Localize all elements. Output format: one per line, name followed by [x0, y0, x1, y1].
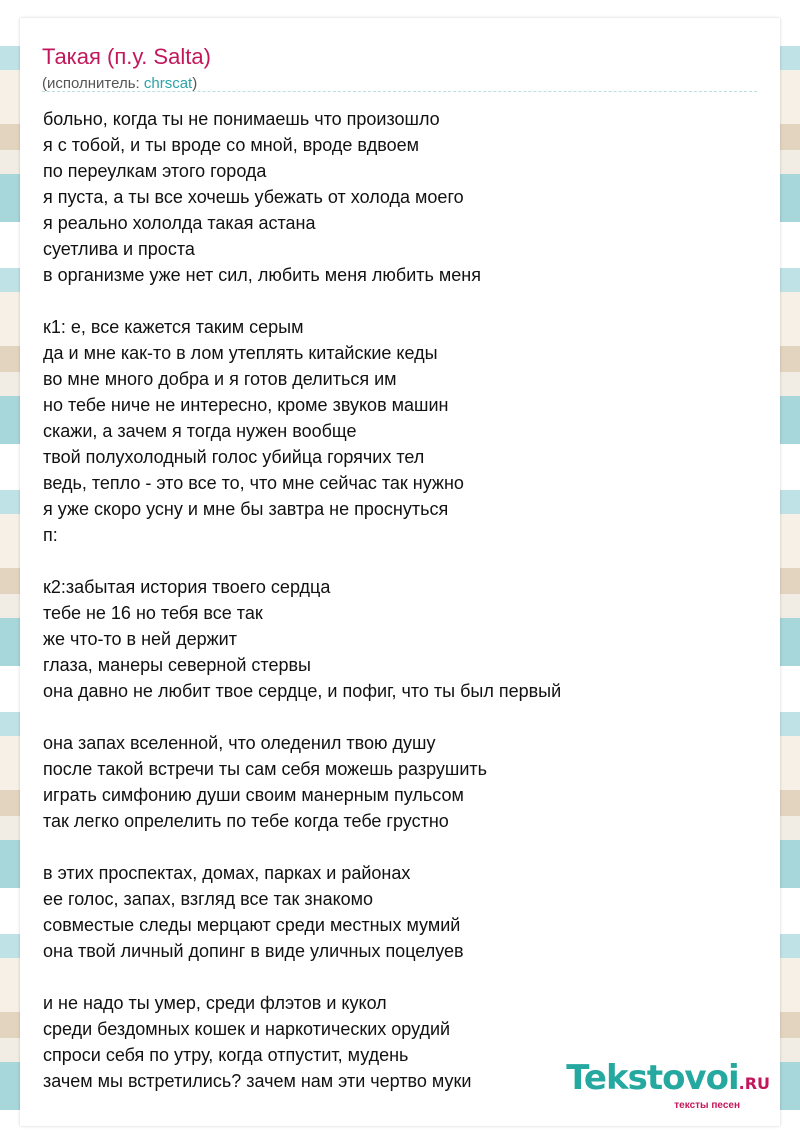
lyric-line: так легко опрелелить по тебе когда тебе грустно [43, 811, 449, 831]
lyric-line: зачем мы встретились? зачем нам эти чертво муки [43, 1071, 472, 1091]
lyric-line: ведь, тепло - это все то, что мне сейчас так нужно [43, 473, 464, 493]
stanza-gap [43, 704, 743, 730]
stanza-gap [43, 548, 743, 574]
lyric-line: она твой личный допинг в виде уличных поцелуев [43, 941, 464, 961]
lyric-line: я с тобой, и ты вроде со мной, вроде вдвоем [43, 135, 420, 155]
lyric-line: к1: е, все кажется таким серым [43, 317, 304, 337]
lyric-line: она давно не любит твое сердце, и пофиг, что ты был первый [43, 681, 562, 701]
artist-link[interactable]: chrscat [143, 75, 193, 92]
lyric-line: глаза, манеры северной стервы [43, 655, 311, 675]
lyric-line: в этих проспектах, домах, парках и районах [43, 863, 411, 883]
lyric-line: я пуста, а ты все хочешь убежать от холода моего [43, 187, 464, 207]
artist-suffix: ) [192, 75, 198, 92]
lyric-line: я уже скоро усну и мне бы завтра не проснуться [43, 499, 449, 519]
lyrics-body [43, 106, 743, 1094]
lyric-line: но тебе ниче не интересно, кроме звуков машин [43, 395, 449, 415]
lyric-line: твой полухолодный голос убийца горячих тел [43, 447, 425, 467]
lyric-line: среди бездомных кошек и наркотических орудий [43, 1019, 451, 1039]
stanza-gap [43, 288, 743, 314]
stanza-gap [43, 834, 743, 860]
header-divider [42, 91, 757, 92]
logo-subtitle: тексты песен [674, 1100, 740, 1111]
logo-domain: .RU [738, 1074, 770, 1093]
lyric-line: скажи, а зачем я тогда нужен вообще [43, 421, 357, 441]
logo-wordmark: Tekstovoi [566, 1058, 739, 1098]
lyric-line: она запах вселенной, что оледенил твою душу [43, 733, 436, 753]
lyric-line: во мне много добра и я готов делиться им [43, 369, 397, 389]
lyric-line: больно, когда ты не понимаешь что произошло [43, 109, 440, 129]
lyric-line: в организме уже нет сил, любить меня любить меня [43, 265, 481, 285]
lyric-line: к2:забытая история твоего сердца [43, 577, 331, 597]
lyric-line: и не надо ты умер, среди флэтов и кукол [43, 993, 387, 1013]
song-title: Такая (п.у. Salta) [42, 44, 211, 69]
lyric-line: суетлива и проста [43, 239, 195, 259]
lyric-line: ее голос, запах, взгляд все так знакомо [43, 889, 374, 909]
lyric-line: после такой встречи ты сам себя можешь разрушить [43, 759, 488, 779]
lyric-line: да и мне как-то в лом утеплять китайские кеды [43, 343, 438, 363]
lyric-line: играть симфонию души своим манерным пульсом [43, 785, 464, 805]
stanza-gap [43, 964, 743, 990]
lyrics-sheet [20, 18, 780, 1126]
lyric-line: совместые следы мерцают среди местных мумий [43, 915, 461, 935]
lyric-line: п: [43, 525, 58, 545]
song-header [42, 44, 758, 93]
lyric-line: я реально хололда такая астана [43, 213, 316, 233]
lyric-line: же что-то в ней держит [43, 629, 237, 649]
lyric-line: тебе не 16 но тебя все так [43, 603, 263, 623]
lyric-line: по переулкам этого города [43, 161, 267, 181]
lyric-line: спроси себя по утру, когда отпустит, мудень [43, 1045, 409, 1065]
site-logo[interactable] [566, 1060, 770, 1111]
artist-prefix: (исполнитель: [42, 75, 144, 92]
